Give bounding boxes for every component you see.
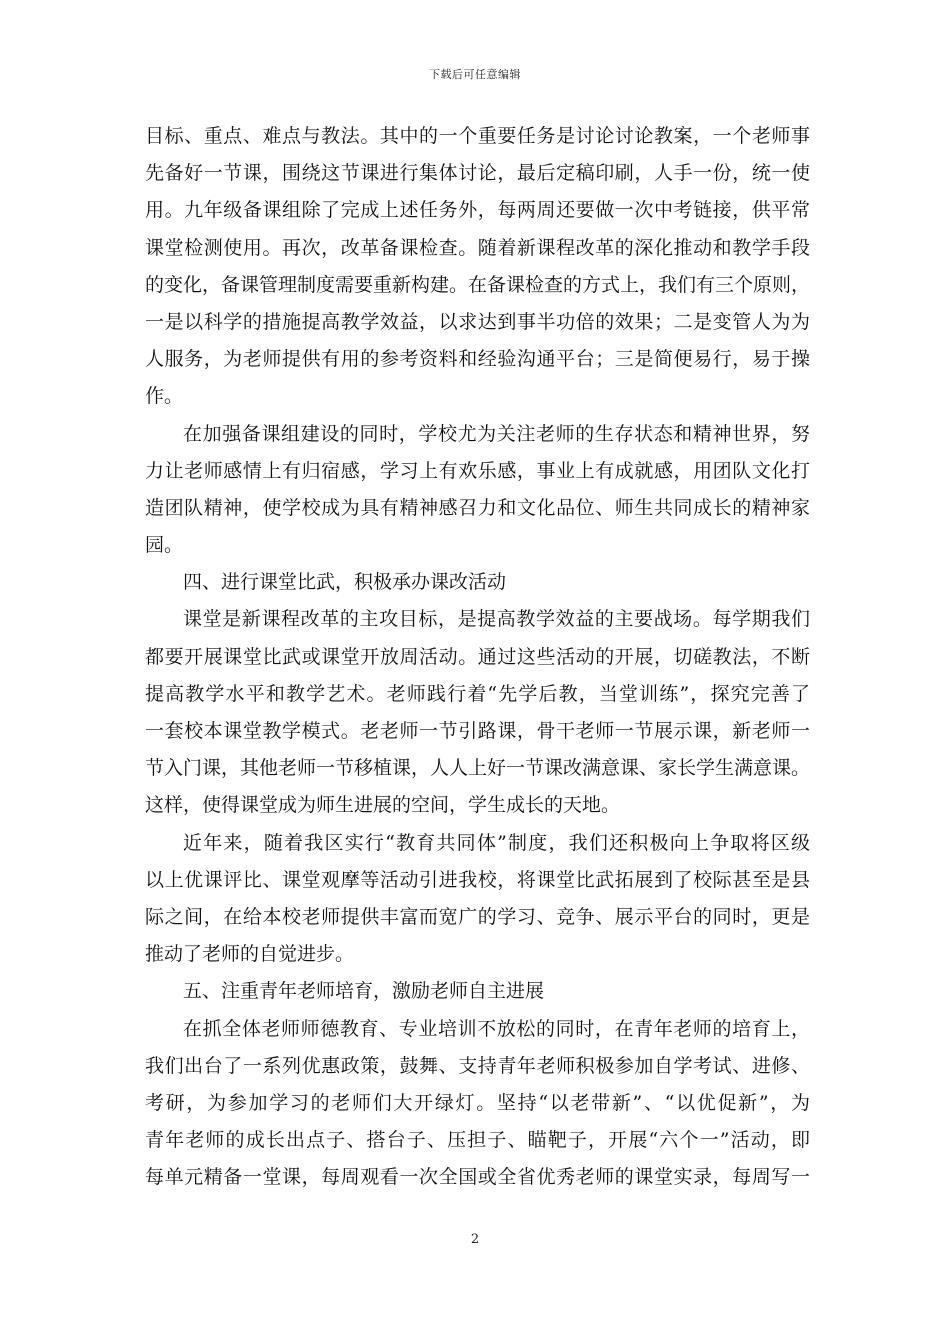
body-line: 以上优课评比、课堂观摩等活动引进我校，将课堂比武拓展到了校际甚至是县 (145, 868, 810, 891)
body-line: 近年来，随着我区实行“教育共同体”制度，我们还积极向上争取将区级 (183, 831, 810, 854)
page-number: 2 (470, 1232, 480, 1247)
body-line: 推动了老师的自觉进步。 (145, 943, 355, 966)
body-line: 在抓全体老师师德教育、专业培训不放松的同时，在青年老师的培育上， (183, 1017, 810, 1040)
body-line: 提高教学水平和教学艺术。老师践行着“先学后教，当堂训练”，探究完善了 (145, 682, 810, 705)
body-line: 造团队精神，使学校成为具有精神感召力和文化品位、师生共同成长的精神家 (145, 496, 810, 519)
body-line: 每单元精备一堂课，每周观看一次全国或全省优秀老师的课堂实录，每周写一 (145, 1166, 810, 1189)
body-line: 人服务，为老师提供有用的参考资料和经验沟通平台；三是简便易行，易于操 (145, 348, 810, 371)
body-line: 这样，使得课堂成为师生进展的空间，学生成长的天地。 (145, 794, 621, 817)
body-line: 一是以科学的措施提高教学效益，以求达到事半功倍的效果；二是变管人为为 (145, 310, 810, 333)
body-line: 的变化，备课管理制度需要重新构建。在备课检查的方式上，我们有三个原则， (145, 273, 810, 296)
body-line: 作。 (145, 385, 184, 408)
body-line: 节入门课，其他老师一节移植课，人人上好一节课改满意课、家长学生满意课。 (145, 757, 810, 780)
body-line: 力让老师感情上有归宿感，学习上有欢乐感，事业上有成就感，用团队文化打 (145, 459, 810, 482)
body-line: 用。九年级备课组除了完成上述任务外，每两周还要做一次中考链接，供平常 (145, 199, 810, 222)
body-line: 际之间，在给本校老师提供丰富而宽广的学习、竞争、展示平台的同时，更是 (145, 905, 810, 928)
page-header: 下载后可任意编辑 (429, 68, 521, 81)
body-line: 课堂检测使用。再次，改革备课检查。随着新课程改革的深化推动和教学手段 (145, 236, 810, 259)
body-line: 青年老师的成长出点子、搭台子、压担子、瞄靶子，开展“六个一”活动，即 (145, 1129, 810, 1152)
body-line: 先备好一节课，围绕这节课进行集体讨论，最后定稿印刷，人手一份，统一使 (145, 162, 810, 185)
body-line: 在加强备课组建设的同时，学校尤为关注老师的生存状态和精神世界，努 (183, 422, 810, 445)
body-line: 都要开展课堂比武或课堂开放周活动。通过这些活动的开展，切磋教法，不断 (145, 645, 810, 668)
body-line: 目标、重点、难点与教法。其中的一个重要任务是讨论讨论教案，一个老师事 (145, 125, 810, 147)
body-line: 一套校本课堂教学模式。老老师一节引路课，骨干老师一节展示课，新老师一 (145, 720, 810, 742)
body-line: 考研，为参加学习的老师们大开绿灯。坚持“以老带新”、“以优促新”，为 (145, 1091, 810, 1114)
body-line: 我们出台了一系列优惠政策，鼓舞、支持青年老师积极参加自学考试、进修、 (145, 1054, 810, 1077)
body-line: 课堂是新课程改革的主攻目标，是提高教学效益的主要战场。每学期我们 (183, 608, 810, 631)
body-line: 园。 (145, 534, 184, 557)
document-body (145, 118, 810, 1196)
section-heading: 五、注重青年老师培育，激励老师自主进展 (183, 980, 545, 1003)
section-heading: 四、进行课堂比武，积极承办课改活动 (183, 571, 507, 594)
